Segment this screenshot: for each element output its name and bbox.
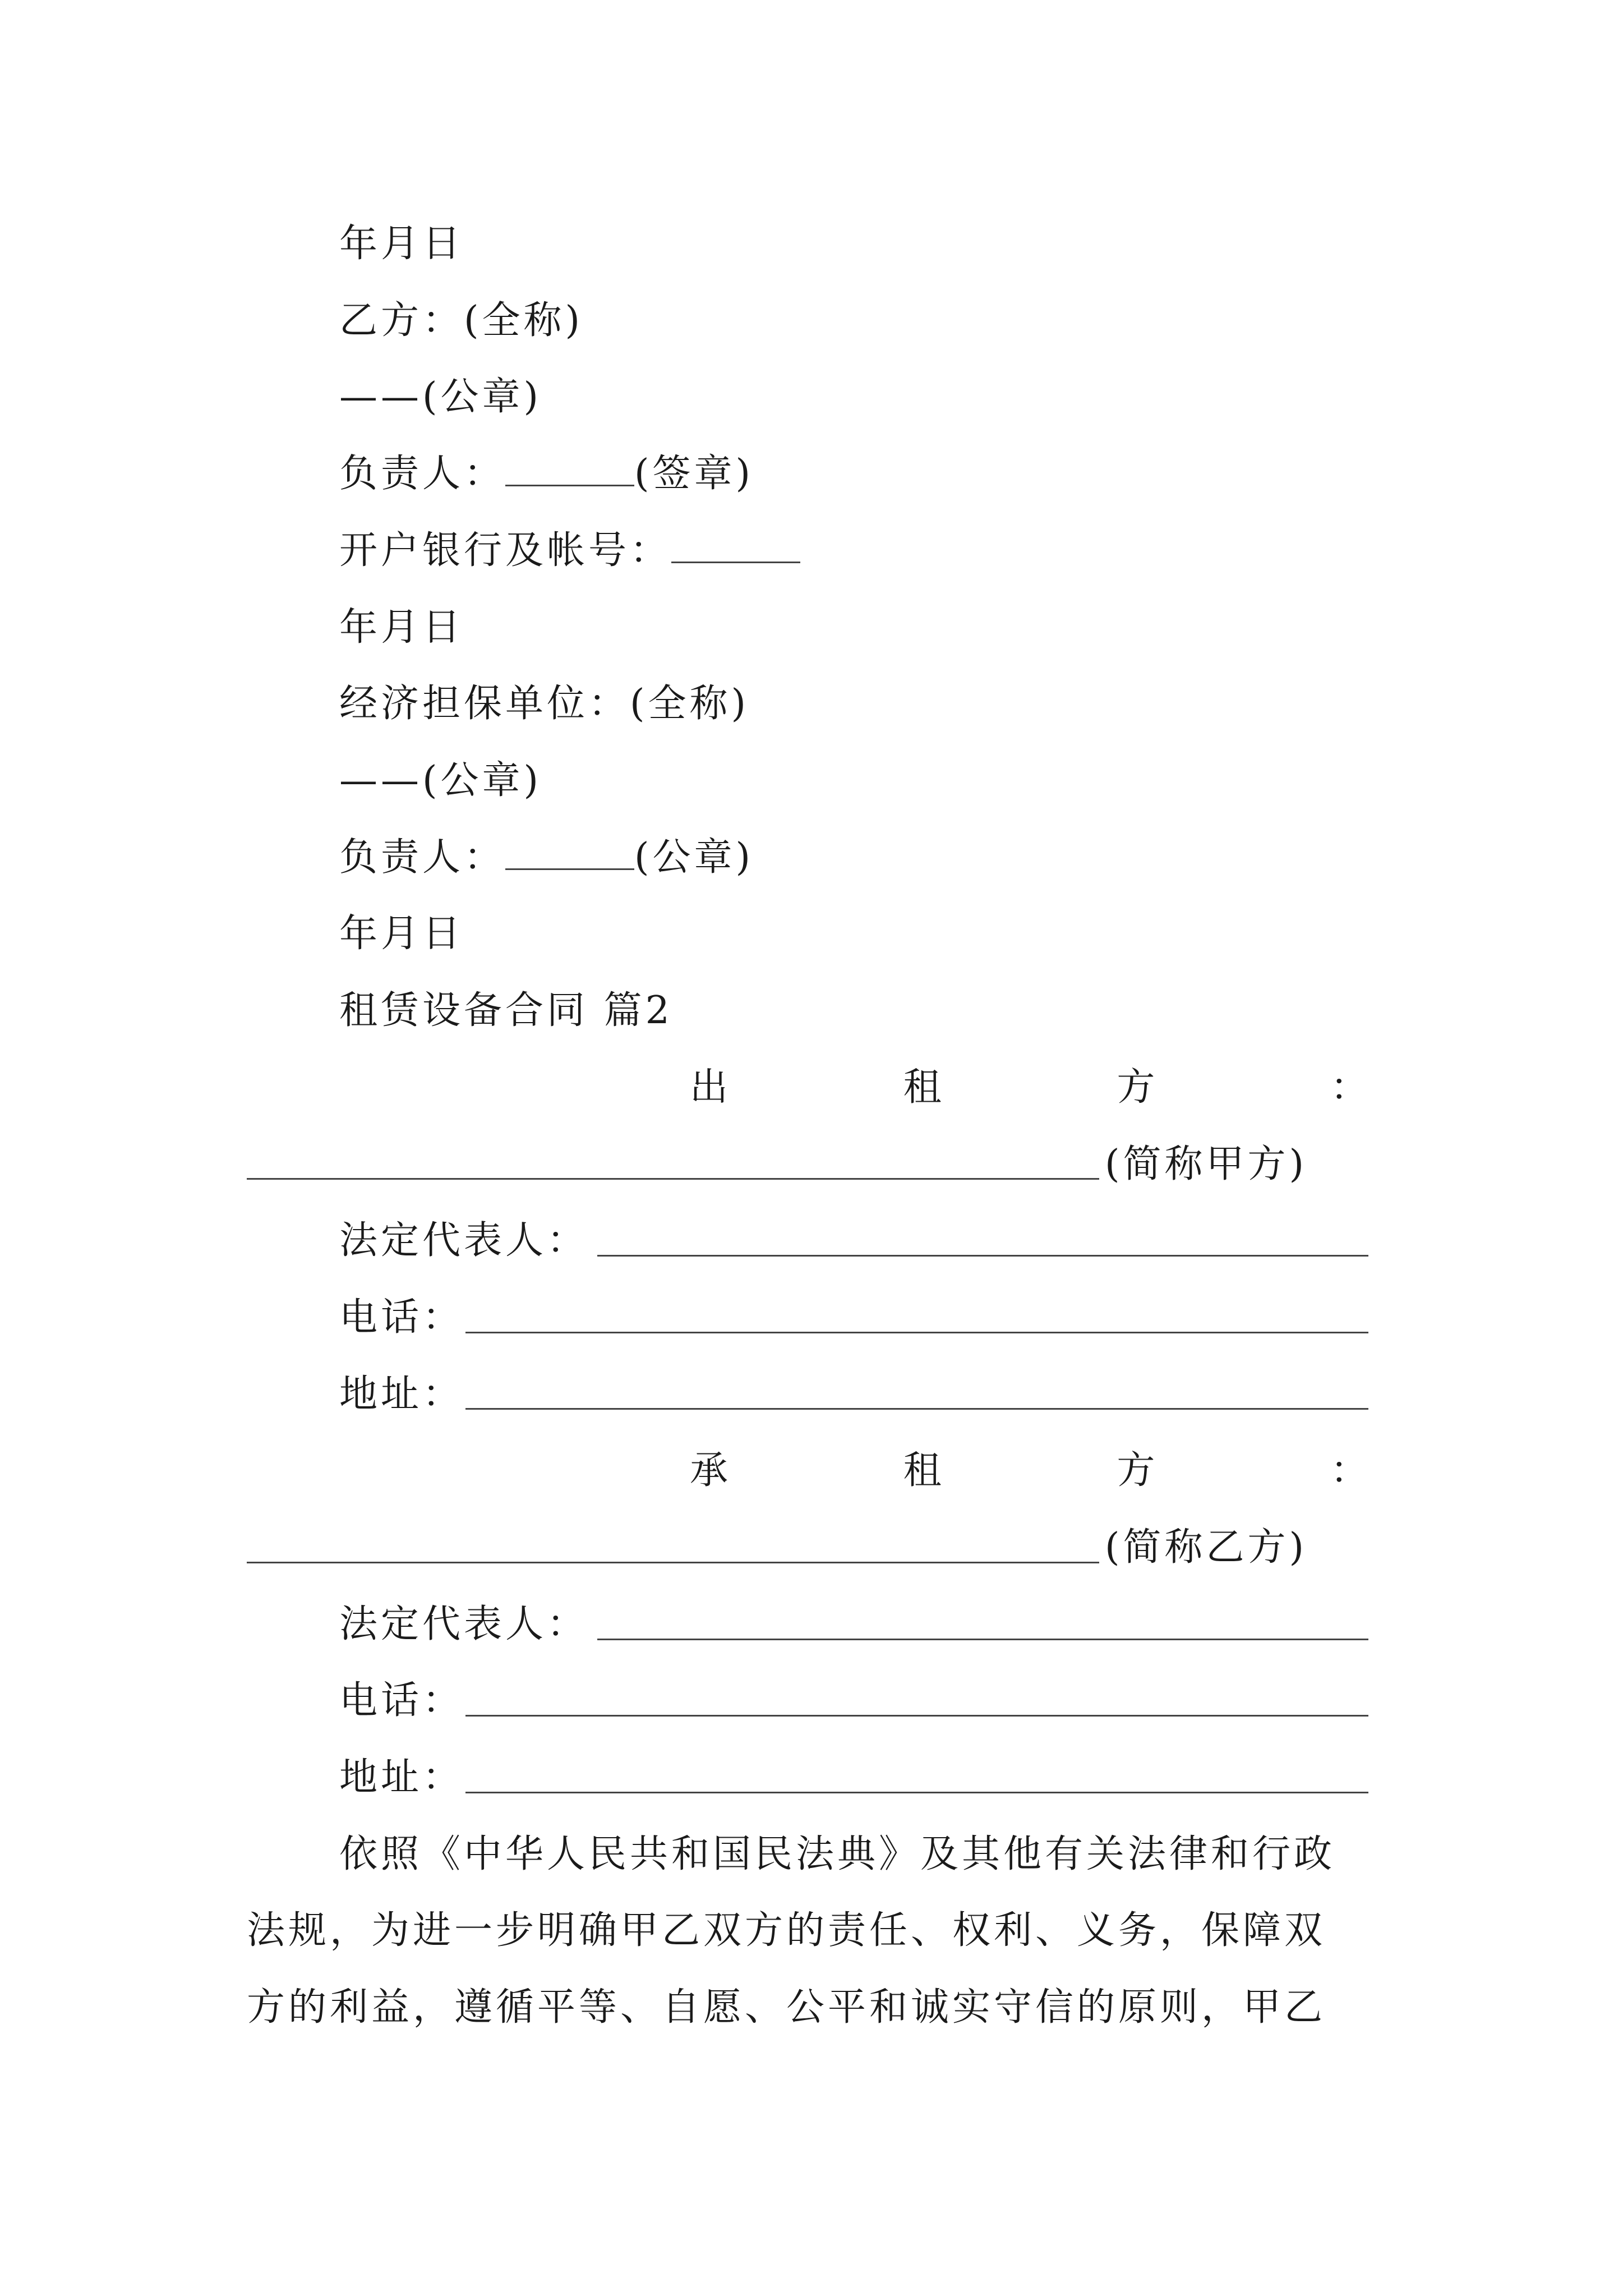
body-paragraph-line: 法规，为进一步明确甲乙双方的责任、权利、义务，保障双: [247, 1908, 1326, 1953]
lessor-representative-blank: [597, 1255, 1368, 1257]
lessor-representative-label: 法定代表人：: [339, 1218, 589, 1263]
signature-note: (签章): [634, 452, 754, 496]
seal-blank: [505, 834, 634, 870]
lessor-char: 出: [690, 1065, 728, 1110]
responsible-person-label: 负责人：: [339, 835, 506, 880]
body-paragraph-line: 依照《中华人民共和国民法典》及其他有关法律和行政: [339, 1832, 1336, 1876]
lessee-representative-label: 法定代表人：: [339, 1602, 589, 1646]
official-seal-line: ——(公章): [339, 758, 542, 803]
section-heading: 租赁设备合同 篇2: [339, 988, 673, 1033]
lessor-address-blank: [465, 1408, 1368, 1410]
lessor-phone-blank: [465, 1332, 1368, 1333]
lessee-address-label: 地址：: [339, 1755, 464, 1800]
body-paragraph-line: 方的利益，遵循平等、自愿、公平和诚实守信的原则，甲乙: [247, 1985, 1326, 2030]
responsible-person-line: [339, 446, 754, 502]
lessee-char: 承: [690, 1448, 728, 1493]
lessee-char: ：: [1330, 1448, 1368, 1493]
lessor-char: ：: [1330, 1065, 1368, 1110]
lessor-name-blank: [247, 1178, 1099, 1180]
date-line: 年月日: [339, 912, 464, 956]
signature-blank: [505, 450, 634, 486]
lessee-abbreviation: (简称乙方): [1105, 1525, 1308, 1570]
lessee-phone-label: 电话：: [339, 1678, 464, 1723]
lessor-char: 租: [903, 1065, 942, 1110]
lessor-char: 方: [1117, 1065, 1155, 1110]
lessee-name-blank: [247, 1562, 1099, 1563]
guarantor-full-name: 经济担保单位：(全称): [339, 682, 750, 726]
responsible-person-label: 负责人：: [339, 452, 506, 496]
lessor-phone-label: 电话：: [339, 1295, 464, 1340]
lessee-char: 方: [1117, 1448, 1155, 1493]
party-b-full-name: 乙方：(全称): [339, 298, 584, 343]
bank-account-line: [339, 523, 800, 579]
lessee-char: 租: [903, 1448, 942, 1493]
lessee-phone-blank: [465, 1715, 1368, 1717]
official-seal-line: ——(公章): [339, 375, 542, 419]
bank-account-label: 开户银行及帐号：: [339, 528, 672, 573]
lessee-heading: [690, 1443, 1368, 1499]
date-line: 年月日: [339, 605, 464, 650]
seal-note: (公章): [634, 835, 754, 880]
lessor-abbreviation: (简称甲方): [1105, 1142, 1308, 1186]
date-line: 年月日: [339, 222, 464, 266]
bank-account-blank: [671, 527, 800, 563]
lessee-representative-blank: [597, 1639, 1368, 1640]
lessor-heading: [690, 1060, 1368, 1116]
lessor-address-label: 地址：: [339, 1372, 464, 1416]
lessee-address-blank: [465, 1792, 1368, 1793]
guarantor-responsible-line: [339, 830, 754, 886]
